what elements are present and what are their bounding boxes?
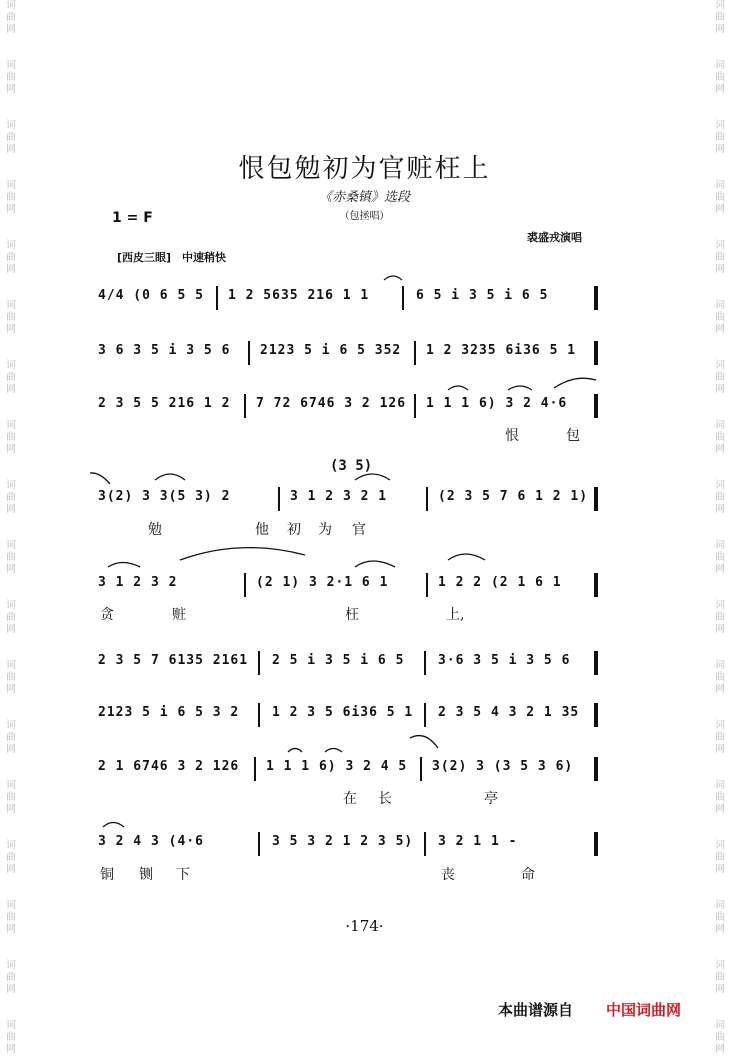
score-line [98, 832, 603, 860]
barline [424, 703, 426, 727]
ornament-notes: (3 5) [330, 458, 373, 474]
measure-group: 3·6 3 5 i 3 5 6 [438, 653, 571, 668]
slur [90, 473, 110, 484]
slur [410, 736, 438, 748]
barline [244, 573, 246, 597]
key-signature: 1 = F [112, 210, 153, 226]
lyric-char: 亭 [484, 791, 498, 807]
barline [594, 757, 598, 781]
lyric-char: 长 [378, 791, 392, 807]
slur [448, 386, 468, 390]
tempo-marking: [西皮三眼] 中速稍快 [117, 251, 227, 264]
measure-group: 3 1 2 3 2 [98, 575, 178, 590]
lyric-char: 他 [255, 522, 269, 538]
measure-group: 1 1 1 6) 3 2 4 5 [266, 759, 408, 774]
source-site-link[interactable]: 中国词曲网 [606, 1001, 682, 1019]
score-line [98, 573, 603, 601]
measure-group: 3(2) 3 (3 5 3 6) [432, 759, 574, 774]
lyric-char: 铜 [100, 867, 114, 883]
slur [180, 548, 305, 560]
lyric-char: 命 [521, 867, 535, 883]
barline [248, 341, 250, 365]
slur [554, 378, 596, 388]
barline [216, 286, 218, 310]
measure-group: 3 1 2 3 2 1 [290, 489, 388, 504]
barline [424, 651, 426, 675]
barline [258, 832, 260, 856]
barline [594, 573, 598, 597]
lyric-char: 官 [352, 522, 366, 538]
song-title: 恨包勉初为官赃枉上 [238, 154, 491, 184]
score-line [98, 286, 603, 314]
barline [426, 573, 428, 597]
measure-group: 2 1 6746 3 2 126 [98, 759, 240, 774]
lyric-char: 上, [446, 607, 465, 623]
measure-group: 3 2 1 1 - [438, 834, 518, 849]
lyric-char: 初 [287, 522, 301, 538]
barline [594, 703, 598, 727]
measure-group: 7 72 6746 3 2 126 [256, 396, 407, 411]
barline [594, 286, 598, 310]
song-subtitle: 《赤桑镇》选段 [318, 190, 410, 205]
slur [155, 474, 185, 480]
measure-group: 2 3 5 7 6135 2161 [98, 653, 249, 668]
measure-group: 1 1 1 6) 3 2 4·6 [426, 396, 568, 411]
slur [355, 561, 395, 567]
barline [594, 832, 598, 856]
lyric-char: 下 [176, 867, 190, 883]
lyric-char: 铡 [139, 867, 153, 883]
barline [414, 394, 416, 418]
score-line [98, 341, 603, 369]
measure-group: 1 2 5635 216 1 1 [228, 288, 370, 303]
barline [278, 487, 280, 511]
performer-credit: 裘盛戎演唱 [527, 231, 582, 244]
score-line [98, 703, 603, 731]
lyric-char: 勉 [148, 522, 162, 538]
singer-note: （包拯唱） [339, 211, 390, 222]
barline [424, 832, 426, 856]
watermark-right: 词 曲 网 词 曲 网 词 曲 网 词 曲 网 词 曲 网 词 曲 网 词 曲 网 词 曲 网 词 曲 网 词 曲 网 词 曲 网 词 曲 网 词 曲 网 词 曲 网 词 曲 网 词 曲 网 词 曲 网 词 曲 网 [715, 0, 725, 1055]
measure-group: 1 2 2 (2 1 6 1 [438, 575, 562, 590]
measure-group: (2 1) 3 2·1 6 1 [256, 575, 389, 590]
slur [103, 823, 124, 828]
measure-group: 2123 5 i 6 5 352 [260, 343, 402, 358]
lyric-char: 为 [318, 522, 332, 538]
barline [244, 394, 246, 418]
measure-group: 4/4 (0 6 5 5 [98, 288, 204, 303]
lyric-char: 包 [566, 428, 580, 444]
measure-group: 6 5 i 3 5 i 6 5 [416, 288, 549, 303]
measure-group: 2 3 5 5 216 1 2 [98, 396, 231, 411]
lyric-char: 枉 [345, 607, 359, 623]
lyric-char: 恨 [505, 428, 519, 444]
measure-group: 1 2 3235 6i36 5 1 [426, 343, 577, 358]
lyric-char: 在 [343, 791, 357, 807]
barline [420, 757, 422, 781]
barline [414, 341, 416, 365]
measure-group: 3(2) 3 3(5 3) 2 [98, 489, 231, 504]
watermark-left: 词 曲 网 词 曲 网 词 曲 网 词 曲 网 词 曲 网 词 曲 网 词 曲 网 词 曲 网 词 曲 网 词 曲 网 词 曲 网 词 曲 网 词 曲 网 词 曲 网 词 曲 网 词 曲 网 词 曲 网 词 曲 网 [6, 0, 16, 1055]
measure-group: 1 2 3 5 6i36 5 1 [272, 705, 414, 720]
barline [594, 487, 598, 511]
barline [594, 341, 598, 365]
slur [288, 749, 302, 753]
barline [594, 394, 598, 418]
measure-group: (2 3 5 7 6 1 2 1) [438, 489, 589, 504]
measure-group: 3 5 3 2 1 2 3 5) [272, 834, 414, 849]
measure-group: 2 3 5 4 3 2 1 35 [438, 705, 580, 720]
slur [448, 554, 485, 560]
barline [258, 703, 260, 727]
slur [384, 276, 402, 280]
page-number: ·174· [345, 917, 384, 935]
barline [594, 651, 598, 675]
barline [254, 757, 256, 781]
slur [355, 474, 390, 480]
barline [426, 487, 428, 511]
measure-group: 3 2 4 3 (4·6 [98, 834, 204, 849]
source-label: 本曲谱源自 [498, 1001, 574, 1019]
slur [108, 563, 140, 568]
lyric-char: 赃 [172, 607, 186, 623]
barline [402, 286, 404, 310]
score-line [98, 651, 603, 679]
score-line [98, 487, 603, 515]
lyric-char: 贪 [100, 607, 114, 623]
score-line [98, 757, 603, 785]
score-line [98, 394, 603, 422]
slur [325, 749, 342, 753]
lyric-char: 丧 [441, 867, 455, 883]
measure-group: 2123 5 i 6 5 3 2 [98, 705, 240, 720]
slur [508, 386, 532, 390]
barline [258, 651, 260, 675]
measure-group: 3 6 3 5 i 3 5 6 [98, 343, 231, 358]
measure-group: 2 5 i 3 5 i 6 5 [272, 653, 405, 668]
